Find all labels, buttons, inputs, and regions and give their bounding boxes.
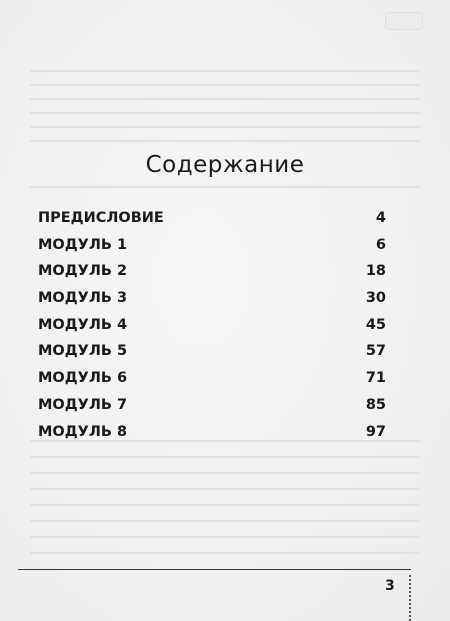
toc-entry[interactable] bbox=[38, 370, 386, 397]
toc-entry-label: ПРЕДИСЛОВИЕ bbox=[38, 210, 164, 226]
bleed-through-line bbox=[30, 126, 420, 128]
toc-entry[interactable] bbox=[38, 210, 386, 237]
toc-entry[interactable] bbox=[38, 237, 386, 264]
footer-divider bbox=[18, 569, 411, 570]
bleed-through-line bbox=[30, 472, 420, 474]
toc-entry-label: МОДУЛЬ 2 bbox=[38, 263, 128, 280]
toc-entry-label: МОДУЛЬ 7 bbox=[38, 396, 128, 413]
toc-entry[interactable] bbox=[38, 397, 386, 424]
toc-entry-label: МОДУЛЬ 6 bbox=[38, 370, 128, 387]
toc-entry[interactable] bbox=[38, 424, 386, 451]
page-title: Содержание bbox=[145, 152, 305, 178]
toc-entry-label: МОДУЛЬ 1 bbox=[38, 236, 128, 253]
bleed-through-logo bbox=[385, 12, 423, 30]
toc-entry[interactable] bbox=[38, 317, 386, 344]
bleed-through-line bbox=[30, 112, 420, 114]
toc-entry-page: 45 bbox=[365, 316, 386, 333]
bleed-through-line bbox=[30, 456, 420, 458]
toc-entry-page: 6 bbox=[375, 236, 386, 253]
bleed-through-line bbox=[30, 520, 420, 522]
toc-entry-page: 97 bbox=[365, 423, 386, 440]
toc-entry-label: МОДУЛЬ 3 bbox=[38, 290, 128, 307]
toc-entry[interactable] bbox=[38, 290, 386, 317]
toc-entry[interactable] bbox=[38, 343, 386, 370]
bleed-through-line bbox=[30, 98, 420, 100]
bleed-through-line bbox=[30, 70, 420, 72]
toc-entry-page: 30 bbox=[365, 290, 386, 307]
bleed-through-line bbox=[30, 84, 420, 86]
toc-entry-label: МОДУЛЬ 5 bbox=[38, 343, 128, 360]
toc-entry-label: МОДУЛЬ 4 bbox=[38, 316, 128, 333]
bleed-through-line bbox=[30, 140, 420, 142]
binding-edge bbox=[409, 575, 411, 621]
bleed-through-line bbox=[30, 552, 420, 554]
toc-entry-page: 57 bbox=[365, 343, 386, 360]
toc-entry-label: МОДУЛЬ 8 bbox=[38, 423, 128, 440]
toc-entry-page: 4 bbox=[375, 210, 386, 226]
toc-entry-page: 71 bbox=[365, 370, 386, 387]
bleed-through-line bbox=[30, 504, 420, 506]
bleed-through-line bbox=[30, 488, 420, 490]
page-number: 3 bbox=[385, 578, 395, 594]
toc-entry-page: 85 bbox=[365, 396, 386, 413]
table-of-contents bbox=[38, 210, 386, 450]
toc-entry[interactable] bbox=[38, 263, 386, 290]
bleed-through-line bbox=[30, 536, 420, 538]
bleed-through-line bbox=[30, 186, 420, 188]
toc-entry-page: 18 bbox=[365, 263, 386, 280]
